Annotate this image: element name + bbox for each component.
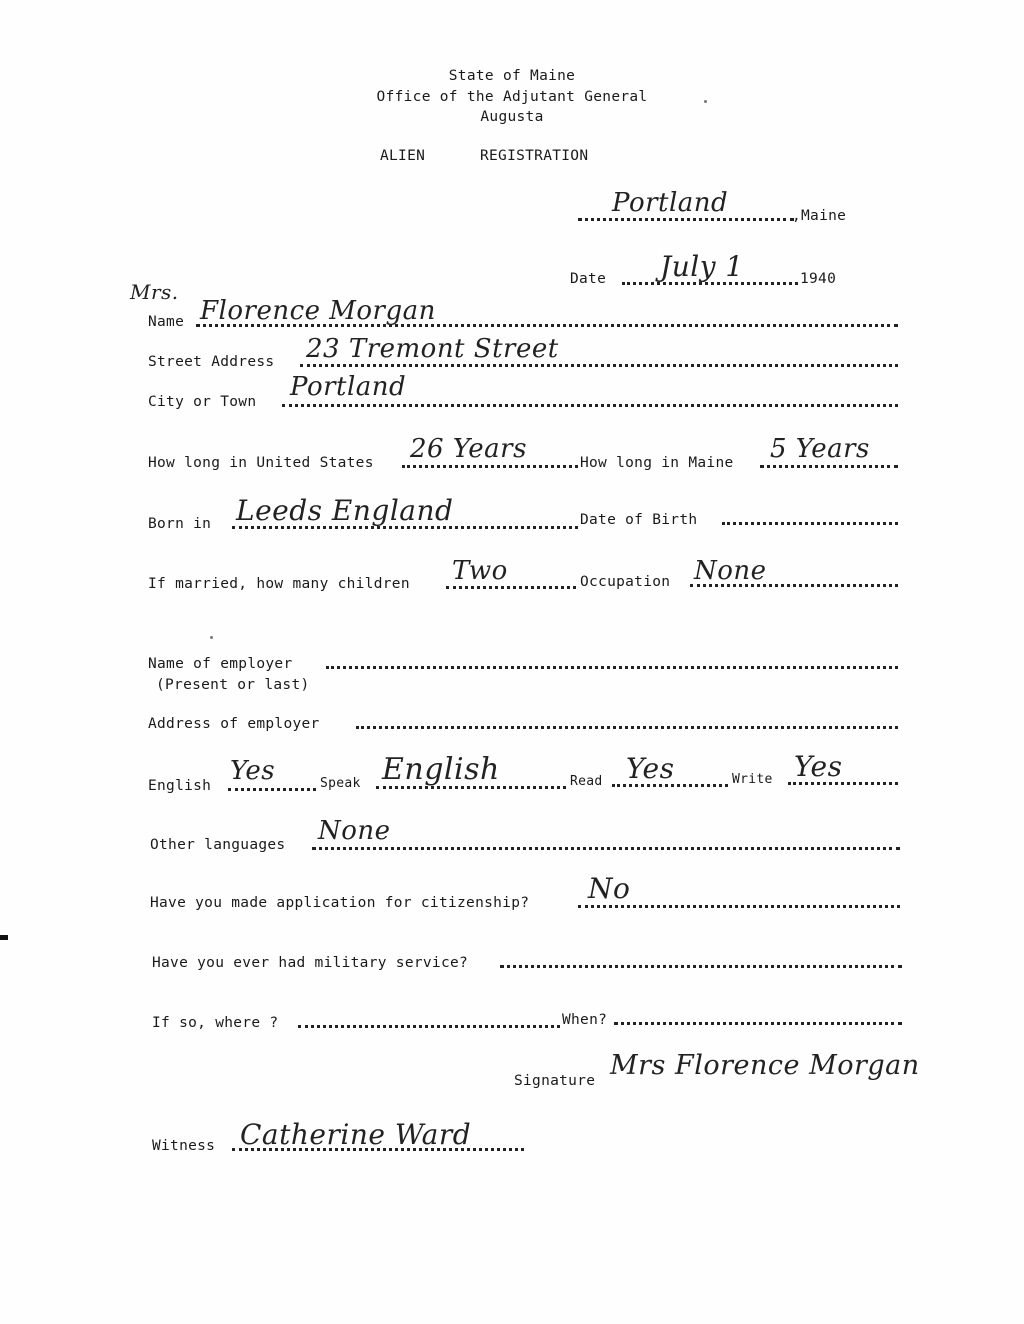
english-value: Yes: [230, 756, 276, 786]
header-state: State of Maine: [448, 68, 576, 84]
children-dots: [446, 586, 576, 589]
place-value: Portland: [612, 188, 729, 218]
english-dots: [228, 788, 316, 791]
maine-dots: [760, 465, 898, 468]
city-value: Portland: [290, 372, 407, 402]
title-alien: ALIEN: [380, 148, 426, 164]
when-dots: [614, 1022, 902, 1025]
citizenship-label: Have you made application for citizenship?: [150, 895, 530, 911]
citizenship-value: No: [588, 872, 631, 905]
occupation-label: Occupation: [580, 574, 671, 590]
us-value: 26 Years: [410, 434, 527, 464]
speak-value: English: [382, 752, 500, 787]
children-label: If married, how many children: [148, 576, 410, 592]
signature-value: Mrs Florence Morgan: [610, 1050, 920, 1081]
occupation-value: None: [694, 556, 767, 586]
city-label: City or Town: [148, 394, 257, 410]
header-city: Augusta: [480, 109, 544, 125]
date-year: 1940: [800, 271, 837, 287]
place-suffix: ,Maine: [792, 208, 847, 224]
employer-address-dots: [356, 726, 898, 729]
where-dots: [298, 1025, 560, 1028]
born-value: Leeds England: [236, 494, 454, 527]
maine-label: How long in Maine: [580, 455, 734, 471]
header-office: Office of the Adjutant General: [376, 89, 648, 105]
city-dots: [282, 404, 898, 407]
employer-name-sub: (Present or last): [156, 677, 310, 693]
write-label: Write: [732, 772, 773, 787]
name-prefix: Mrs.: [130, 280, 179, 304]
dob-label: Date of Birth: [580, 512, 698, 528]
scan-mark: [0, 935, 8, 940]
born-label: Born in: [148, 516, 212, 532]
signature-label: Signature: [514, 1073, 596, 1089]
maine-value: 5 Years: [770, 434, 870, 464]
street-label: Street Address: [148, 354, 275, 370]
children-value: Two: [452, 556, 508, 586]
name-label: Name: [148, 314, 185, 330]
employer-name-dots: [326, 666, 898, 669]
read-label: Read: [570, 774, 603, 789]
us-dots: [402, 465, 578, 468]
read-value: Yes: [626, 752, 675, 785]
employer-name-label: Name of employer: [148, 656, 293, 672]
witness-label: Witness: [152, 1138, 216, 1154]
military-label: Have you ever had military service?: [152, 955, 469, 971]
citizenship-dots: [578, 905, 900, 908]
other-languages-label: Other languages: [150, 837, 286, 853]
write-value: Yes: [794, 750, 843, 783]
other-languages-value: None: [318, 816, 391, 846]
other-languages-dots: [312, 847, 900, 850]
dob-dots: [722, 522, 898, 525]
date-label: Date: [570, 271, 607, 287]
when-label: When?: [562, 1012, 608, 1028]
name-value: Florence Morgan: [200, 296, 436, 326]
military-dots: [500, 965, 902, 968]
speak-label: Speak: [320, 776, 361, 791]
scan-speck: [704, 100, 707, 103]
witness-value: Catherine Ward: [240, 1118, 472, 1151]
date-value: July 1: [660, 250, 744, 283]
place-dots: [578, 218, 794, 221]
street-value: 23 Tremont Street: [306, 334, 559, 364]
english-label: English: [148, 778, 212, 794]
where-label: If so, where ?: [152, 1015, 279, 1031]
employer-address-label: Address of employer: [148, 716, 320, 732]
scan-speck: [210, 636, 213, 639]
street-dots: [300, 364, 898, 367]
title-registration: REGISTRATION: [480, 148, 589, 164]
us-label: How long in United States: [148, 455, 374, 471]
